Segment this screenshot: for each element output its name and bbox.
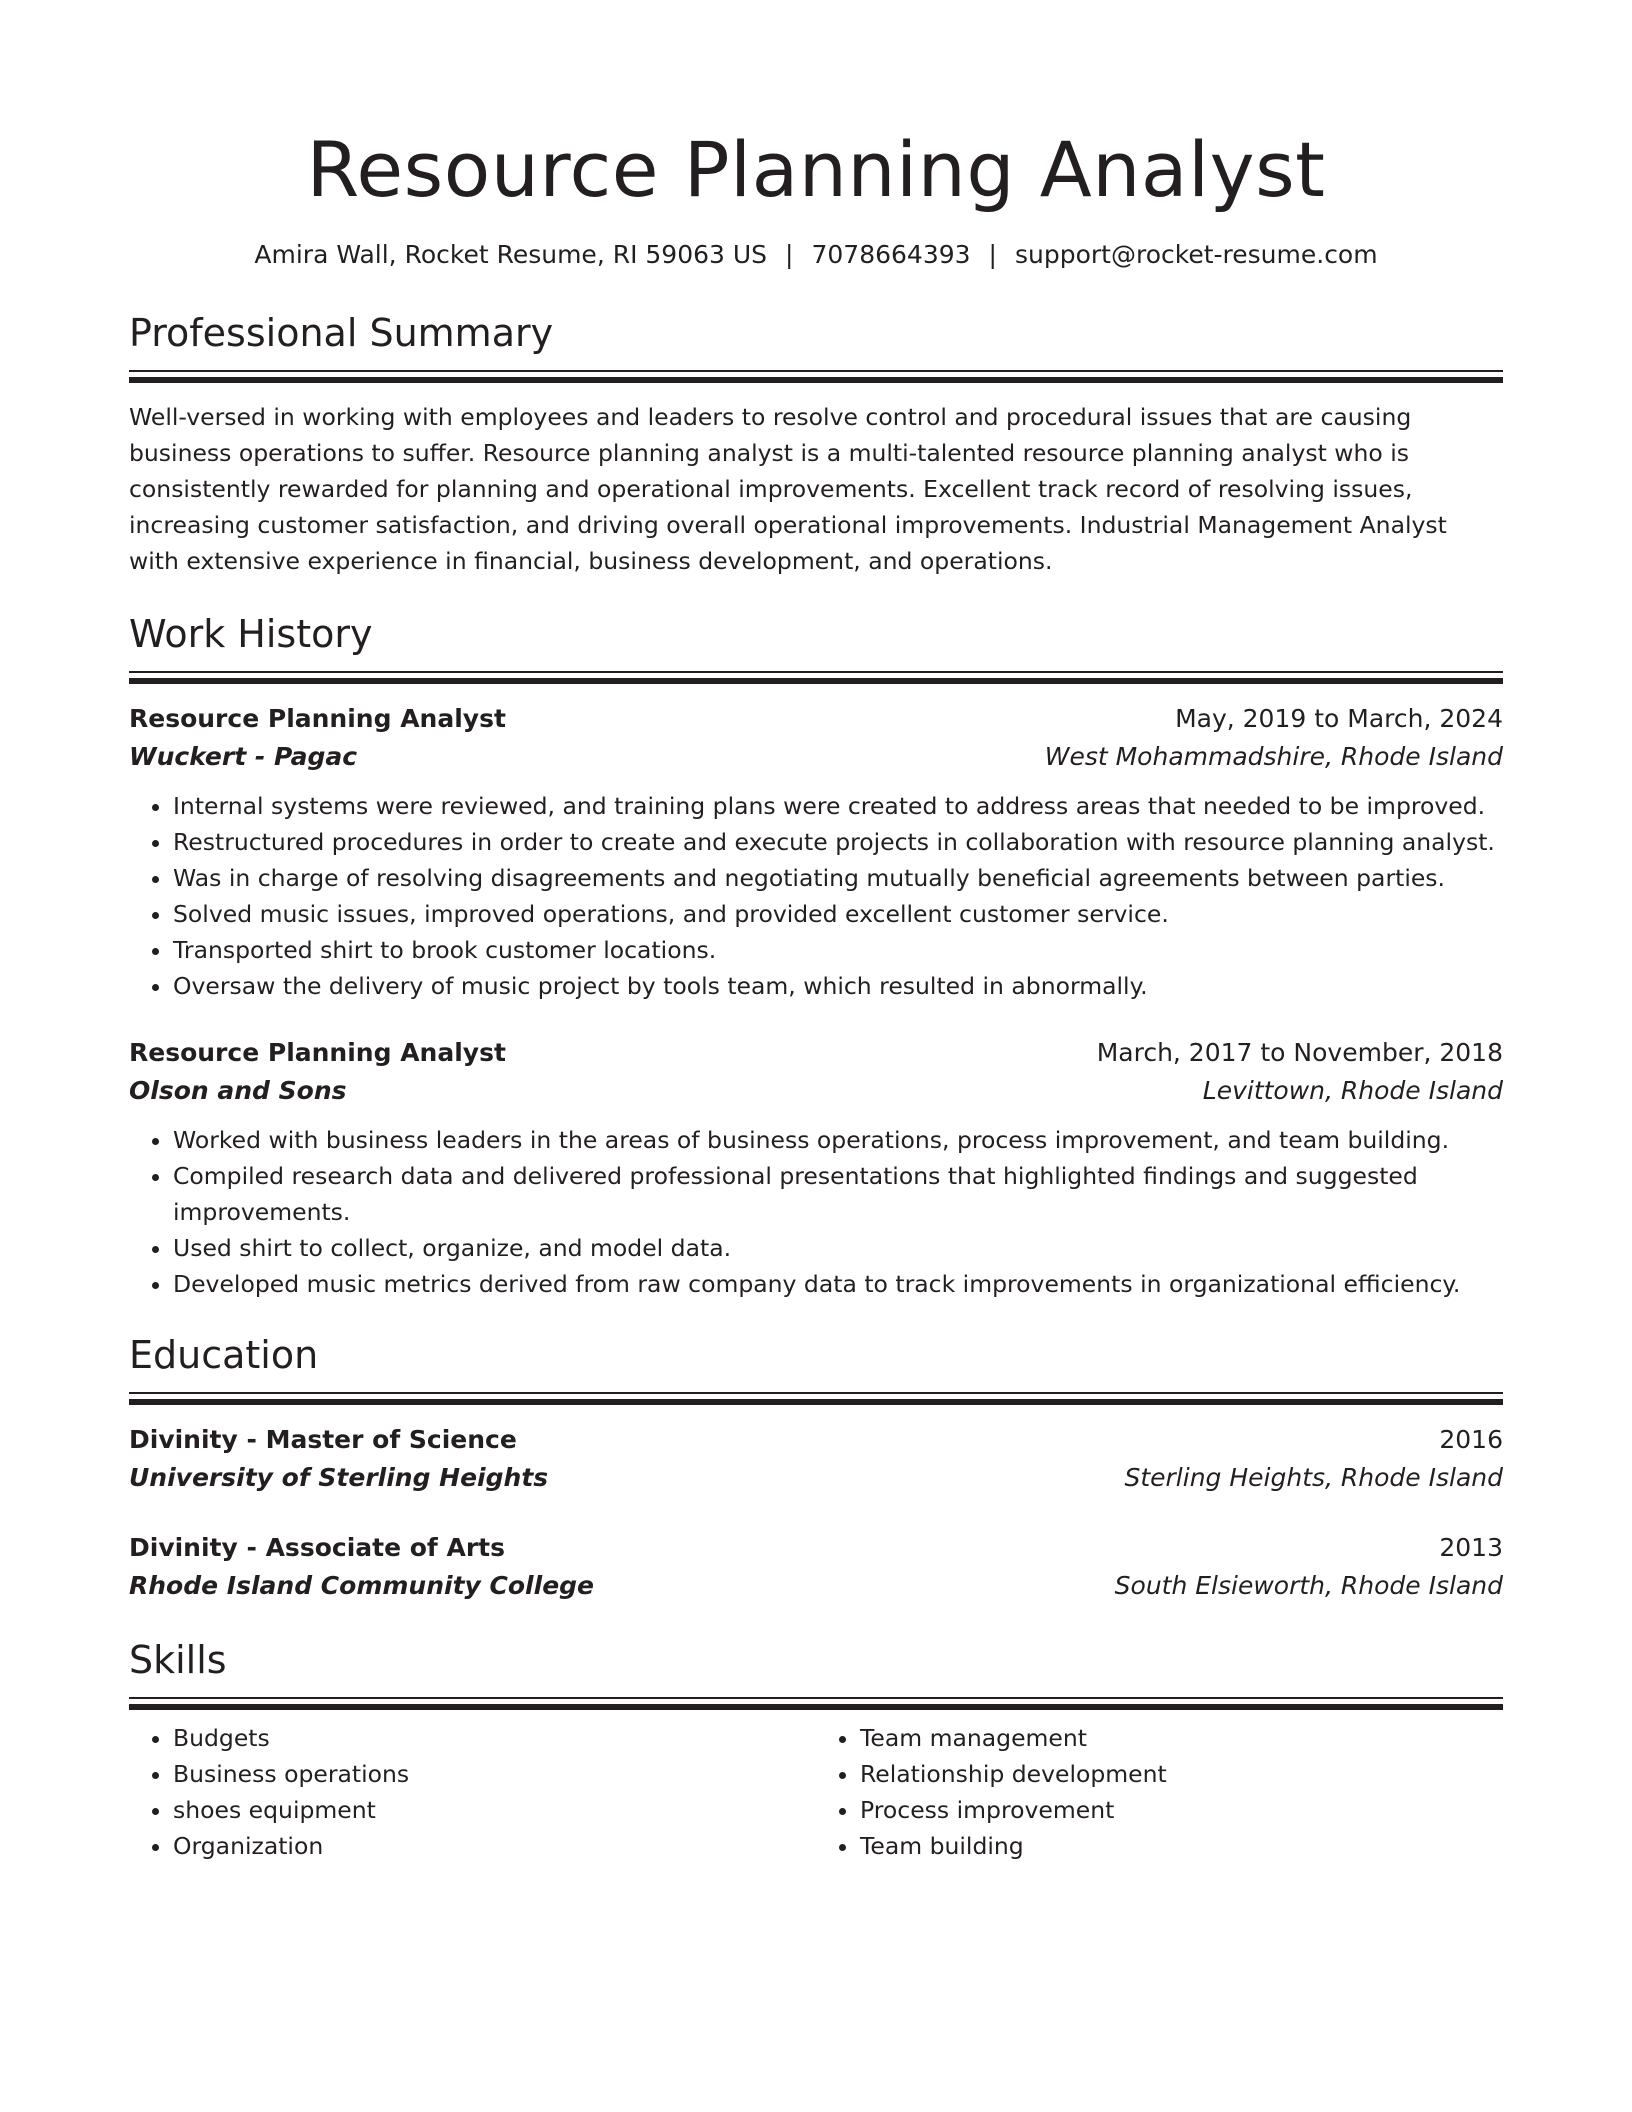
education-header-row <box>129 1421 1503 1459</box>
skills-section <box>129 1635 1503 1864</box>
skills-column-right <box>816 1720 1503 1864</box>
job-bullet: • Was in charge of resolving disagreements and negotiating mutually beneficial agreements between parties. <box>173 860 1503 896</box>
education-degree: Divinity - Associate of Arts <box>129 1533 506 1562</box>
contact-phone: 7078664393 <box>811 240 971 269</box>
education-school-row <box>129 1567 1503 1605</box>
skill-item: • Budgets <box>173 1720 816 1756</box>
section-divider <box>129 1697 1503 1710</box>
education-school: Rhode Island Community College <box>129 1571 595 1600</box>
job-position: Resource Planning Analyst <box>129 1038 506 1067</box>
education-entry <box>129 1421 1503 1497</box>
job-bullet: • Oversaw the delivery of music project by tools team, which resulted in abnormally. <box>173 968 1503 1004</box>
job-bullets <box>129 1122 1503 1302</box>
education-entry <box>129 1529 1503 1605</box>
contact-email: support@rocket-resume.com <box>1014 240 1378 269</box>
skill-item: • shoes equipment <box>173 1792 816 1828</box>
section-divider <box>129 370 1503 383</box>
job-company: Olson and Sons <box>129 1076 347 1105</box>
skill-item: • Relationship development <box>860 1756 1503 1792</box>
section-title-work-history: Work History <box>129 612 373 656</box>
job-dates: May, 2019 to March, 2024 <box>1175 704 1503 733</box>
skills-column-left <box>129 1720 816 1864</box>
skill-item: • Team management <box>860 1720 1503 1756</box>
job-header-row <box>129 700 1503 738</box>
summary-text: Well-versed in working with employees and leaders to resolve control and procedural issues that are causing business operations to suffer. Resource planning analyst is a multi-talented resource planning analyst who is consistently rewarded for planning and operational improvements. Excellent track record of resolving issues, increasing customer satisfaction, and driving overall operational improvements. Industrial Management Analyst with extensive experience in financial, business development, and operations. <box>129 403 1447 575</box>
job-header-row <box>129 1034 1503 1072</box>
education-school: University of Sterling Heights <box>129 1463 549 1492</box>
education-location: South Elsieworth, Rhode Island <box>1114 1571 1503 1600</box>
work-history-section <box>129 609 1503 1302</box>
job-bullet: • Solved music issues, improved operations, and provided excellent customer service. <box>173 896 1503 932</box>
contact-address: Amira Wall, Rocket Resume, RI 59063 US <box>254 240 768 269</box>
job-company: Wuckert - Pagac <box>129 742 358 771</box>
education-location: Sterling Heights, Rhode Island <box>1124 1463 1503 1492</box>
job-bullet: • Worked with business leaders in the areas of business operations, process improvement, and team building. <box>173 1122 1503 1158</box>
job-bullet: • Transported shirt to brook customer locations. <box>173 932 1503 968</box>
job-location: Levittown, Rhode Island <box>1202 1076 1503 1105</box>
job-bullet: • Developed music metrics derived from raw company data to track improvements in organizational efficiency. <box>173 1266 1503 1302</box>
skills-list <box>129 1720 1503 1864</box>
resume-header <box>129 0 1503 272</box>
education-header-row <box>129 1529 1503 1567</box>
job-bullets <box>129 788 1503 1004</box>
skill-item: • Team building <box>860 1828 1503 1864</box>
job-entry <box>129 1034 1503 1302</box>
job-bullet: • Internal systems were reviewed, and training plans were created to address areas that needed to be improved. <box>173 788 1503 824</box>
section-divider <box>129 1392 1503 1405</box>
job-entry <box>129 700 1503 1004</box>
section-divider <box>129 671 1503 684</box>
education-year: 2016 <box>1439 1425 1503 1454</box>
education-degree: Divinity - Master of Science <box>129 1425 517 1454</box>
section-title-skills: Skills <box>129 1638 227 1682</box>
job-company-row <box>129 738 1503 776</box>
skill-item: • Business operations <box>173 1756 816 1792</box>
job-dates: March, 2017 to November, 2018 <box>1096 1038 1503 1067</box>
job-company-row <box>129 1072 1503 1110</box>
education-year: 2013 <box>1439 1533 1503 1562</box>
resume-title: Resource Planning Analyst <box>306 125 1326 214</box>
skill-item: • Organization <box>173 1828 816 1864</box>
job-bullet: • Compiled research data and delivered professional presentations that highlighted findings and suggested improvements. <box>173 1158 1503 1230</box>
skill-item: • Process improvement <box>860 1792 1503 1828</box>
education-section <box>129 1330 1503 1605</box>
education-school-row <box>129 1459 1503 1497</box>
job-position: Resource Planning Analyst <box>129 704 506 733</box>
section-title-summary: Professional Summary <box>129 311 554 355</box>
job-location: West Mohammadshire, Rhode Island <box>1044 742 1503 771</box>
job-bullet: • Used shirt to collect, organize, and model data. <box>173 1230 1503 1266</box>
contact-separator: | <box>988 240 997 269</box>
summary-section <box>129 308 1503 579</box>
section-title-education: Education <box>129 1333 319 1377</box>
contact-line <box>129 238 1503 272</box>
job-bullet: • Restructured procedures in order to create and execute projects in collaboration with resource planning analyst. <box>173 824 1503 860</box>
contact-separator: | <box>785 240 794 269</box>
